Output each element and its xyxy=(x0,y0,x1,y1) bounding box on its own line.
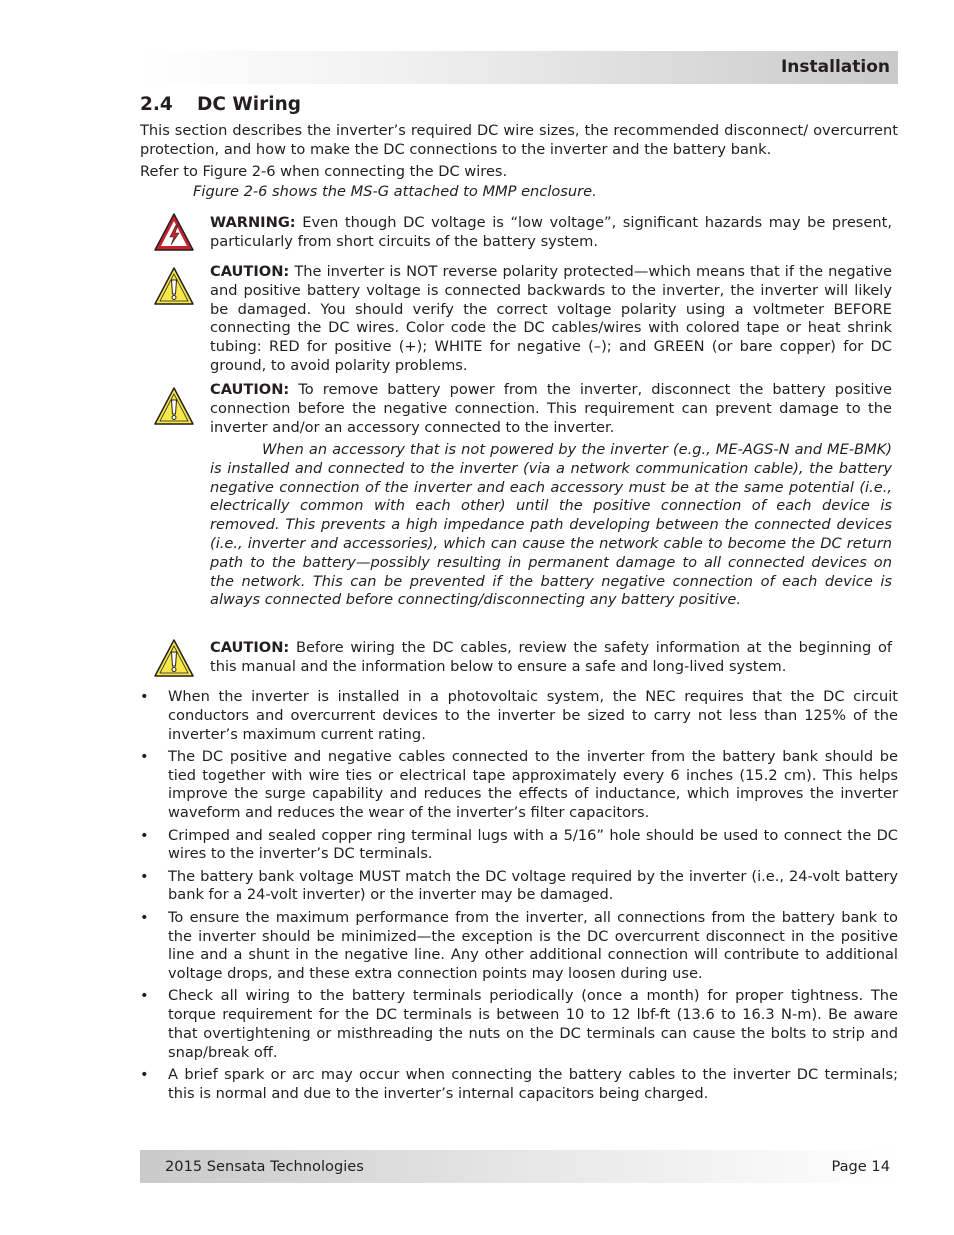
warning-text: Even though DC voltage is “low voltage”, significant hazards may be present, particularly from short circuits of the battery system. xyxy=(210,214,892,250)
caution-exclamation-icon xyxy=(153,266,195,306)
figure-note: Figure 2-6 shows the MS-G attached to MMP enclosure. xyxy=(193,183,597,200)
bullet-marker: • xyxy=(140,987,149,1005)
list-item xyxy=(140,909,898,984)
caution-notice-polarity xyxy=(210,263,892,376)
electric-shock-warning-icon xyxy=(153,212,195,252)
section-heading xyxy=(140,94,301,115)
list-item xyxy=(140,868,898,906)
accessory-note: When an accessory that is not powered by the inverter (e.g., ME-AGS-N and ME-BMK) is installed and connected to the inverter (via a network communication cable), the battery negative connection of the inverter and each accessory must be at the same potential (i.e., electrically common with each other) until the positive connection of each device is removed. This prevents a high impedance path developing between the connected devices (i.e., inverter and accessories), which can cause the network cable to become the DC return path to the battery—possibly resulting in permanent damage to all connected devices on the network. This can be prevented if the battery negative connection of each device is always connected before connecting/disconnecting any battery positive. xyxy=(210,441,892,609)
warning-notice xyxy=(210,214,892,252)
list-item xyxy=(140,827,898,865)
caution-notice-disconnect xyxy=(210,381,892,437)
list-item xyxy=(140,748,898,823)
page-header-bar xyxy=(140,51,898,84)
list-item-text: A brief spark or arc may occur when connecting the battery cables to the inverter DC terminals; this is normal and due to the inverter’s internal capacitors being charged. xyxy=(168,1066,898,1102)
caution-text: The inverter is NOT reverse polarity protected—which means that if the negative and positive battery voltage is connected backwards to the inverter, the inverter will likely be damaged. You should verify the correct voltage polarity using a voltmeter BEFORE connecting the DC wires. Color code the DC cables/wires with colored tape or heat shrink tubing: RED for positive (+); WHITE for negative (–); and GREEN (or bare copper) for DC ground, to avoid polarity problems. xyxy=(210,263,892,374)
warning-lead: WARNING: xyxy=(210,214,296,231)
list-item-text: The DC positive and negative cables connected to the inverter from the battery bank should be tied together with wire ties or electrical tape approximately every 6 inches (15.2 cm). This helps improve the surge capability and reduces the effects of inductance, which improves the inverter waveform and reduces the wear of the inverter’s filter capacitors. xyxy=(168,747,898,822)
list-item-text: Crimped and sealed copper ring terminal lugs with a 5/16” hole should be used to connect the DC wires to the inverter’s DC terminals. xyxy=(168,826,898,863)
caution-lead: CAUTION: xyxy=(210,381,290,398)
page-footer-bar xyxy=(140,1150,898,1183)
list-item-text: The battery bank voltage MUST match the DC voltage required by the inverter (i.e., 24-volt battery bank for a 24-volt inverter) or the inverter may be damaged. xyxy=(168,867,898,904)
list-item xyxy=(140,987,898,1062)
chapter-title: Installation xyxy=(780,57,890,77)
caution-exclamation-icon xyxy=(153,386,195,426)
caution-exclamation-icon xyxy=(153,638,195,678)
page-number: Page 14 xyxy=(831,1158,890,1175)
caution-text: To remove battery power from the inverter, disconnect the battery positive connection before the negative connection. This requirement can prevent damage to the inverter and/or an accessory connected to the inverter. xyxy=(210,381,892,436)
copyright-text: 2015 Sensata Technologies xyxy=(165,1158,364,1175)
section-title: DC Wiring xyxy=(197,94,301,115)
bullet-marker: • xyxy=(140,1066,149,1084)
section-number: 2.4 xyxy=(140,94,173,115)
bullet-marker: • xyxy=(140,747,149,765)
caution-notice-safety xyxy=(210,639,892,677)
list-item xyxy=(140,1066,898,1104)
list-item-text: To ensure the maximum performance from the inverter, all connections from the battery bank to the inverter should be minimized—the exception is the DC overcurrent disconnect in the positive line and a shunt in the negative line. Any other additional connection will contribute to additional voltage drops, and these extra connection points may loosen during use. xyxy=(168,908,898,983)
wiring-guidelines-list xyxy=(140,688,898,1107)
intro-paragraph: This section describes the inverter’s required DC wire sizes, the recommended disconnect/ overcurrent protection, and how to make the DC connections to the inverter and the battery bank. xyxy=(140,122,898,158)
bullet-marker: • xyxy=(140,826,149,844)
caution-text: Before wiring the DC cables, review the safety information at the beginning of this manual and the information below to ensure a safe and long-lived system. xyxy=(210,639,893,675)
list-item xyxy=(140,688,898,744)
bullet-marker: • xyxy=(140,688,149,705)
figure-reference: Refer to Figure 2-6 when connecting the DC wires. xyxy=(140,163,508,180)
list-item-text: Check all wiring to the battery terminals periodically (once a month) for proper tightness. The torque requirement for the DC terminals is between 10 to 12 lbf-ft (13.6 to 16.3 N-m). Be aware that overtightening or misthreading the nuts on the DC terminals can cause the bolts to strip and snap/break off. xyxy=(168,987,898,1061)
caution-lead: CAUTION: xyxy=(210,639,290,656)
list-item-text: When the inverter is installed in a photovoltaic system, the NEC requires that the DC circuit conductors and overcurrent devices to the inverter be sized to carry not less than 125% of the inverter’s maximum current rating. xyxy=(168,688,898,743)
caution-lead: CAUTION: xyxy=(210,263,290,280)
bullet-marker: • xyxy=(140,867,149,885)
bullet-marker: • xyxy=(140,908,149,926)
